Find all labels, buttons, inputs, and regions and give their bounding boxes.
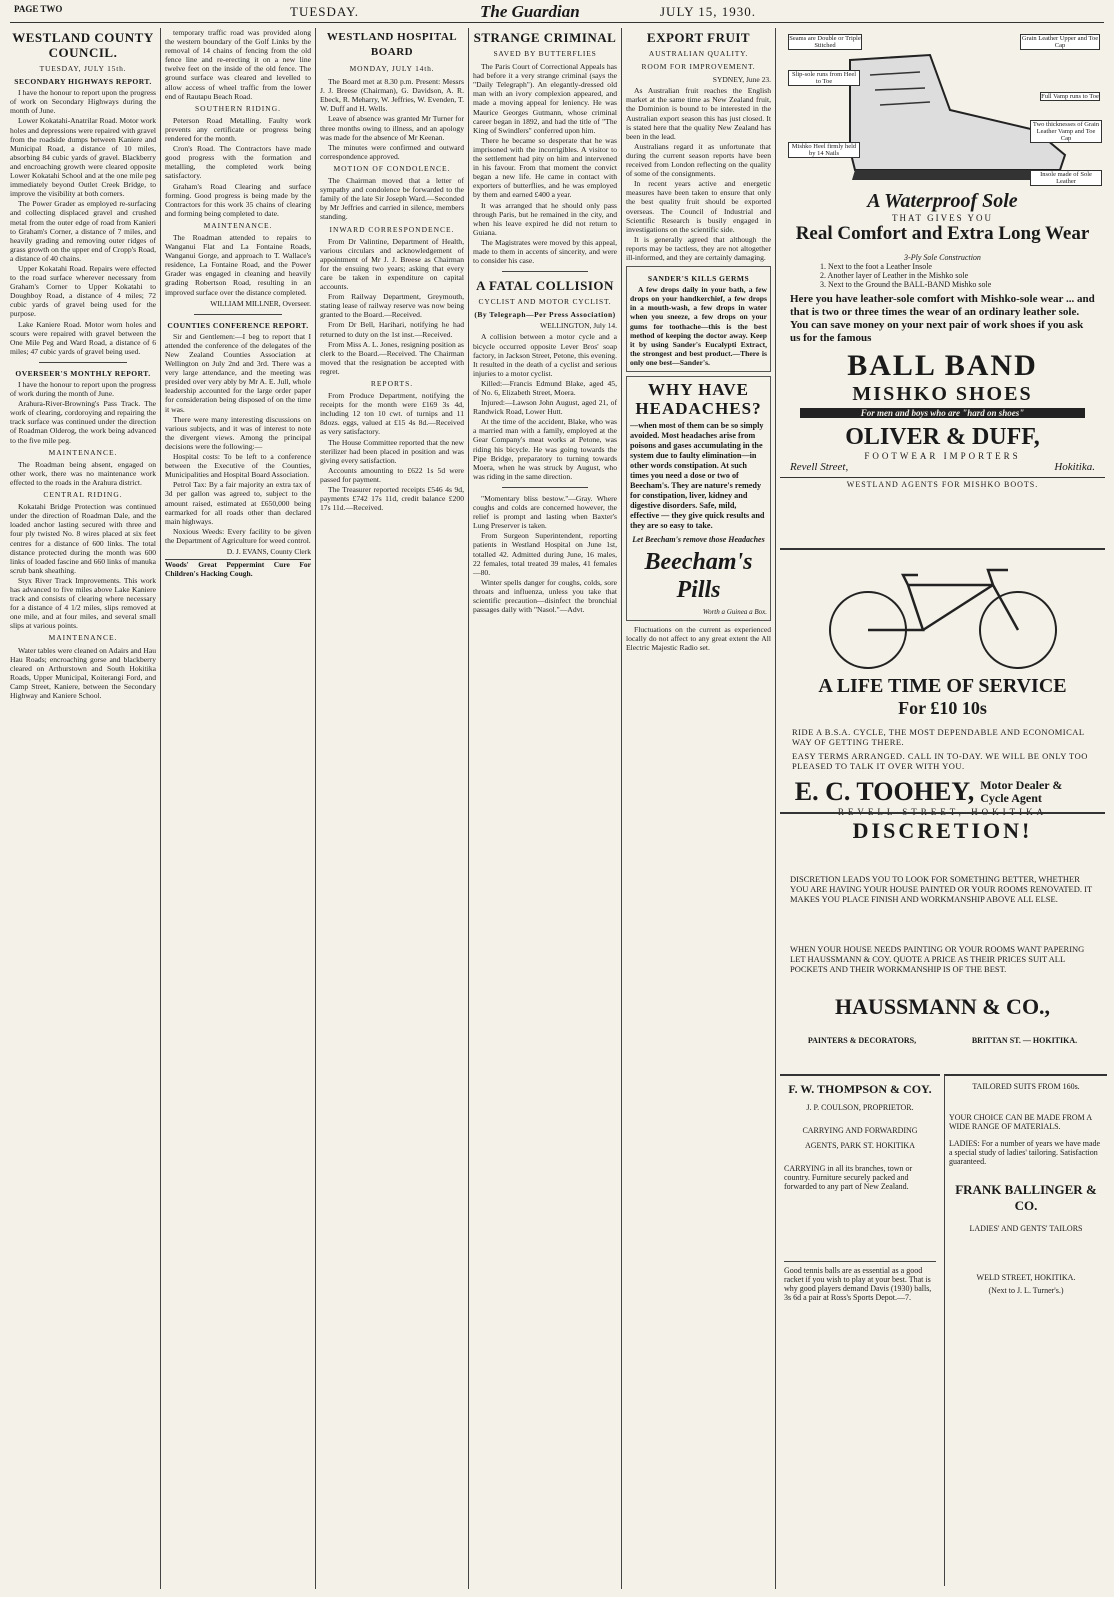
paragraph: Noxious Weeds: Every facility to be given the Department of Agriculture for weed control. xyxy=(165,526,311,545)
paragraph: As Australian fruit reaches the English market at the same time as New Zealand fruit, the Dominion is bound to be interested in the Australian export season this has just closed. It is stated here that the quality New Zealand has been in the lead. xyxy=(626,86,771,141)
masthead-title: The Guardian xyxy=(480,2,580,21)
headline-export-fruit: EXPORT FRUIT xyxy=(646,30,751,45)
firm-name: F. W. THOMPSON & COY. xyxy=(788,1082,932,1096)
thompson-advert xyxy=(780,1074,940,1586)
section-heading: INWARD CORRESPONDENCE. xyxy=(329,224,455,234)
advert-text: EASY TERMS ARRANGED. CALL IN TO-DAY. WE WILL BE ONLY TOO PLEASED TO TALK IT OVER WITH YOU. xyxy=(792,751,1088,771)
paragraph: The House Committee reported that the new sterilizer had been placed in position and was giving every satisfaction. xyxy=(320,437,464,465)
paragraph: The minutes were confirmed and outward correspondence approved. xyxy=(320,142,464,161)
paragraph: The Magistrates were moved by this appeal, made to them in accents of sincerity, and were to consider his case. xyxy=(473,237,617,266)
dateline: WELLINGTON, July 14. xyxy=(540,321,617,331)
paragraph: At the time of the accident, Blake, who was a married man with a family, employed at the Gear Company's meat works at Petone, was riding his bicycle. He was going towards the Pipe Bridge, preparatory to turning towards Moera, when he was struck by August, who was riding in the same direction. xyxy=(473,417,617,481)
callout: Seams are Double or Triple Stitched xyxy=(789,35,861,49)
advert-text: DISCRETION LEADS YOU TO LOOK FOR SOMETHING BETTER, WHETHER YOU ARE HAVING YOUR HOUSE PAINTED OR YOUR ROOMS RENOVATED. IT MAKES YOU PLACE FINISH AND WORKMANSHIP ABOVE ALL ELSE. xyxy=(790,874,1093,904)
paragraph: It is generally agreed that although the reports may be tactless, they are not altogether ill-informed, and they are certainly damaging. xyxy=(626,234,771,262)
masthead-date: JULY 15, 1930. xyxy=(660,4,756,19)
paragraph: Lake Kaniere Road. Motor worn holes and scours were repaired with gravel between the One Mile Peg and Ward Road, a distance of 6 miles; 47 cubic yards of gravel being used. xyxy=(10,319,156,356)
firm-text: YOUR CHOICE CAN BE MADE FROM A WIDE RANGE OF MATERIALS. xyxy=(949,1113,1092,1131)
firm-trade: PAINTERS & DECORATORS, xyxy=(807,1036,917,1045)
paragraph: Sir and Gentlemen:—I beg to report that I attended the conference of the delegates of the New Zealand Counties Association at Wellington on July 2nd and 3rd. There was a very large attendance, and the meeting was presided over very ably by Mr A. E. Jull, whole leadership accounted for the large order paper for consideration being disposed of on the time it was. xyxy=(165,331,311,414)
callout: Slip-sole runs from Heel to Toe xyxy=(788,70,860,86)
advert-heading: SANDER'S KILLS GERMS xyxy=(647,274,750,284)
masthead-day: TUESDAY. xyxy=(290,4,360,19)
firm-line: AGENTS, PARK ST. HOKITIKA xyxy=(804,1141,915,1150)
section-heading: MOTION OF CONDOLENCE. xyxy=(333,163,451,173)
subheading: ROOM FOR IMPROVEMENT. xyxy=(641,62,756,72)
shop-footer: WESTLAND AGENTS FOR MISHKO BOOTS. xyxy=(780,477,1105,489)
column-export-fruit xyxy=(626,28,771,1589)
section-heading: SECONDARY HIGHWAYS REPORT. xyxy=(14,77,152,87)
firm-text: LADIES: For a number of years we have made a special study of ladies' tailoring. Satisfaction guaranteed. xyxy=(949,1139,1101,1166)
paragraph: "Momentary bliss bestow."—Gray. Where coughs and colds are concerned however, the relief is prompt and lasting when Baxter's Lung Preserver is taken. xyxy=(473,493,617,531)
advert-title: Real Comfort and Extra Long Wear xyxy=(795,223,1090,244)
ballband-advert xyxy=(780,30,1105,540)
paragraph: The Chairman moved that a letter of sympathy and condolence be forwarded to the family of the late Sir Joseph Ward.—Seconded by Mr Jeffries and carried in silence, members standing. xyxy=(320,176,464,222)
advert-text: RIDE A B.S.A. CYCLE, THE MOST DEPENDABLE AND ECONOMICAL WAY OF GETTING THERE. xyxy=(792,727,1085,747)
dealer-role: Motor Dealer & Cycle Agent xyxy=(980,778,1063,805)
ballinger-advert xyxy=(944,1074,1107,1586)
beechams-advert xyxy=(626,376,771,621)
paragraph: Arahura-River-Browning's Pass Track. The work of clearing, cordoroying and repairing the track surface was continued under the direction of Roadman Olderog, the work being advanced to the five mile peg. xyxy=(10,399,156,445)
street: Revell Street, xyxy=(790,461,849,473)
paragraph: A collision between a motor cycle and a bicycle occurred opposite Lever Bros' soap factory, in Jackson Street, Petone, this evening. It resulted in the death of a cyclist and serious injuries to a motor cyclist. xyxy=(473,332,617,378)
advert-text: —when most of them can be so simply avoided. Most headaches arise from poisons and gases accumulating in the system due to faulty elimination—in other words constipation. At such times you need a dose or two of Beecham's. They are nature's remedy for constipation, liver, kidney and digestive disorders. Safe, mild, effective — they give quick results and they are so easy to take. xyxy=(630,421,765,530)
paragraph: From Dr Bell, Harihari, notifying he had returned to duty on the 1st inst.—Received. xyxy=(320,320,464,339)
dealer-address: REVELL STREET, HOKITIKA xyxy=(837,807,1048,817)
firm-address: (Next to J. L. Turner's.) xyxy=(988,1286,1064,1295)
paragraph: The Board met at 8.30 p.m. Present: Messrs J. J. Breese (Chairman), G. Davidson, A. R. Ebeck, R. Meharry, W. Jeffries, W. Evenden, T. W. Duff and H. Wells. xyxy=(320,77,464,114)
section-heading: OVERSEER'S MONTHLY REPORT. xyxy=(15,368,151,378)
firm-footer xyxy=(780,1036,1105,1045)
advert-tagline: Let Beecham's remove those Headaches xyxy=(632,535,765,544)
firm-line: TAILORED SUITS FROM 160s. xyxy=(972,1082,1080,1091)
paragraph: I have the honour to report upon the progress of work during the month of June. xyxy=(10,380,156,399)
sanders-advert xyxy=(626,266,771,372)
firm-address: BRITTAN ST. — HOKITIKA. xyxy=(971,1036,1078,1045)
paragraph: The Treasurer reported receipts £546 4s 9d, payments £742 17s 11d, credit balance £200 17s 11d.—Received. xyxy=(320,485,464,513)
paragraph: It was arranged that he should only pass through Paris, but he remained in the city, and when his leave expired he did not return to Guiana. xyxy=(473,200,617,237)
advert-title: A Waterproof Sole xyxy=(867,190,1018,212)
paragraph: Killed:—Francis Edmund Blake, aged 45, of No. 6, Elizabeth Street, Moera. xyxy=(473,378,617,397)
bicycle-icon xyxy=(813,560,1073,670)
list-item: 1. Next to the foot a Leather Insole xyxy=(820,262,932,271)
firm-text: Good tennis balls are as essential as a good racket if you wish to play at your best. That is why good players demand Davis (1930) balls, 3s 6d a pair at Ross's Sports Depot.—7. xyxy=(784,1261,936,1302)
ballband-logo: BALL BAND xyxy=(847,349,1038,382)
paragraph: The Paris Court of Correctional Appeals has had before it a very strange criminal (says the "Daily Telegraph"). An elegantly-dressed old man with an ivory complexion appeared, and made a moving appeal for leniency. He was Maurice Georges Gutmann, whose criminal career began in 1892, and had the title of "The King of Swindlers" conferred upon him. xyxy=(473,62,617,135)
paragraph: In recent years active and energetic measures have been taken to ensure that only the best quality fruit should be exported overseas. The Council of Industrial and Scientific Research is busily engaged in investigations on the scientific side. xyxy=(626,179,771,234)
paragraph: Injured:—Lawson John August, aged 21, of Randwick Road, Lower Hutt. xyxy=(473,398,617,417)
paragraph: Peterson Road Metalling. Faulty work prevents any certificate or progress being rendered for the month. xyxy=(165,115,311,144)
paragraph: From Dr Valintine, Department of Health, various circulars and acknowledgement of appointment of Mr J. J. Breese as Chairman for the ensuing two years; asking that every care be taken in expenditure on capital accounts. xyxy=(320,236,464,292)
headline-fatal-collision: A FATAL COLLISION xyxy=(476,278,614,294)
masthead xyxy=(10,2,1104,23)
paragraph: Winter spells danger for coughs, colds, sore throats and influenza, unless you take that scientific precaution—disinfect the bronchial passages daily with "Nasol."—Advt. xyxy=(473,577,617,615)
advert-subtitle: THAT GIVES YOU xyxy=(892,213,993,223)
paragraph: The Roadman being absent, engaged on other work, there was no maintenance work effected to the roads in the Arahura district. xyxy=(10,459,156,487)
paragraph: There were many interesting discussions on various subjects, and it was of interest to note the divergent views. Among the principal decisions were the following:— xyxy=(165,414,311,451)
advert-heading: WHY HAVE HEADACHES? xyxy=(635,380,762,418)
firm-line: CARRYING AND FORWARDING xyxy=(802,1126,918,1135)
advert-note: 3-Ply Sole Construction xyxy=(904,253,981,262)
advert-text: A few drops daily in your bath, a few drops on your handkerchief, a few drops in a mouth-wash, a few drops in water when you sneeze, a few drops on your gums for toothache—this is the best method of keeping the doctor away. Keep it by using Sander's Eucalypti Extract, the strongest and best product.—There is only one best—Sander's. xyxy=(630,285,767,367)
shop-tagline: FOOTWEAR IMPORTERS xyxy=(864,451,1021,461)
advert-text: WHEN YOUR HOUSE NEEDS PAINTING OR YOUR ROOMS WANT PAPERING LET HAUSSMANN & COY. QUOTE A PRICE AS THEIR PRICES SUIT ALL POCKETS AND THEIR WORKMANSHIP IS OF THE BEST. xyxy=(790,944,1085,974)
paragraph: temporary traffic road was provided along the western boundary of the Golf Links by the removal of 14 chains of fencing from the old fence line and re-erecting it on a new line twelve feet on the inside of the old fence. The ground surface was cleared and levelled to allow access of wheel traffic from the lower end of Rautapu Beach Road. xyxy=(165,28,311,101)
dealer-name: E. C. TOOHEY, xyxy=(794,777,975,806)
paragraph: There he became so desperate that he was imprisoned with the incorrigibles. A visitor to the settlement had pity on him and intervened in his favour. From that moment the convict began a new life. He came in contact with exporters of butterflies, and he was employed by them and earned £400 a year. xyxy=(473,135,617,200)
advert-list xyxy=(820,262,1105,289)
headline-county-council: WESTLAND COUNTY COUNCIL. xyxy=(12,30,154,60)
section-heading: MAINTENANCE. xyxy=(203,220,273,230)
paragraph: Styx River Track Improvements. This work has advanced to five miles above Lake Kaniere track and consists of clearing where necessary for a distance of 4 1/2 miles, slips removed at one mile, and at four miles, and several small slips at various points. xyxy=(10,575,156,631)
byline: (By Telegraph—Per Press Association) xyxy=(474,310,616,320)
list-item: 3. Next to the Ground the BALL-BAND Mishko sole xyxy=(820,280,992,289)
paragraph: Lower Kokatahi-Anatrilar Road. Motor work holes and depressions were repaired with gravel from the roadside dumps between Kaniere and Municipal Road, a distance of 10 miles, absorbing 84 cubic yards of gravel. Blackberry and encroaching growth were cleared opposite Lower Kokatahi School and at the one mile peg immediately beyond Outlet Creek Bridge, to improve the visibility at both corners. xyxy=(10,116,156,199)
callout: Grain Leather Upper and Toe Cap xyxy=(1021,35,1099,49)
paragraph: From Surgeon Superintendent, reporting patients in Westland Hospital on June 1st, totalled 42. Admitted during June, 16 males, 22 females, total treated 39 males, 41 females—80. xyxy=(473,531,617,577)
paragraph: Fluctuations on the current as experienced locally do not affect to any great extent the All Electric Majestic Radio set. xyxy=(626,625,771,653)
subheading: SAVED BY BUTTERFLIES xyxy=(493,49,597,58)
paragraph: Accounts amounting to £622 1s 5d were passed for payment. xyxy=(320,465,464,484)
section-heading: MAINTENANCE. xyxy=(48,447,118,457)
column-hospital-board xyxy=(320,28,464,1589)
shop-name: OLIVER & DUFF, xyxy=(845,424,1040,450)
firm-name: FRANK BALLINGER & CO. xyxy=(955,1182,1097,1213)
firm-address: WELD STREET, HOKITIKA. xyxy=(976,1273,1076,1282)
firm-name: HAUSSMANN & CO., xyxy=(834,994,1051,1019)
haussmann-advert xyxy=(780,812,1105,1064)
paragraph: From Miss A. L. Jones, resigning position as clerk to the Board.—Received. The Chairman moved that the resignation be accepted with regret. xyxy=(320,339,464,376)
paragraph: Hospital costs: To be left to a conference between the Executive of the Counties, Municipalities and Hospital Board Association. xyxy=(165,452,311,480)
headline-strange-criminal: STRANGE CRIMINAL xyxy=(473,30,617,45)
callout: Full Vamp runs to Toe xyxy=(1041,93,1099,100)
paragraph: From Railway Department, Greymouth, stating lease of railway reserve was now being granted to the Board.—Received. xyxy=(320,292,464,320)
dateline: SYDNEY, June 23. xyxy=(712,75,771,85)
paragraph: Australians regard it as unfortunate that during the current season reports have been received from London reflecting on the quality of some of the consignments. xyxy=(626,141,771,179)
paragraph: Kokatahi Bridge Protection was continued under the direction of Roadman Dale, and the loaded anchor lasting secured with three and four ply twisted No. 8 wires placed at six feet centres for a distance of 600 links. The total distance protected during the month was 600 links of loaded fascine and 660 links of manuka scrub bank sheathing. xyxy=(10,502,156,575)
column-strange-criminal xyxy=(473,28,617,1589)
mishko-logo: MISHKO SHOES xyxy=(852,383,1033,405)
advert-price: For £10 10s xyxy=(898,698,987,718)
firm-proprietor: J. P. COULSON, PROPRIETOR. xyxy=(806,1103,914,1112)
advert-tagline: For men and boys who are "hard on shoes" xyxy=(800,408,1085,418)
list-item: 2. Another layer of Leather in the Mishko sole xyxy=(820,271,969,280)
paragraph: I have the honour to report upon the progress of work on Secondary Highways during the month of June. xyxy=(10,88,156,116)
column-county-council xyxy=(10,28,156,1589)
paragraph: Cron's Road. The Contractors have made good progress with the formation and metalling, the completed work being satisfactory. xyxy=(165,144,311,181)
town: Hokitika. xyxy=(1054,461,1095,473)
firm-text: CARRYING in all its branches, town or country. Furniture securely packed and forwarded to any part of New Zealand. xyxy=(784,1164,913,1191)
advert-text: Here you have leather-sole comfort with Mishko-sole wear ... and that is two or three times the wear of an ordinary leather sole. You can save money on your next pair of work shoes if you ask us for the famous xyxy=(790,293,1095,344)
advert-note: Worth a Guinea a Box. xyxy=(702,608,767,617)
paragraph: Petrol Tax: By a fair majority an extra tax of 3d per gallon was agreed to, subject to the amount raised, estimated at £650,000 being earmarked for all roads other than declared main highways. xyxy=(165,480,311,526)
callout: Two thicknesses of Grain Leather Vamp and Toe Cap xyxy=(1030,120,1102,143)
boot-icon xyxy=(780,30,1105,190)
firm-line: LADIES' AND GENTS' TAILORS xyxy=(969,1224,1083,1233)
section-heading: SOUTHERN RIDING. xyxy=(195,103,281,113)
paragraph: Upper Kokatahi Road. Repairs were effected to the road surface wherever necessary from Graham's Corner to Upper Kokatahi to Doughboy Road, a distance of 4 miles; 72 cubic yards of gravel being used for the purpose. xyxy=(10,263,156,319)
paragraph: From Produce Department, notifying the receipts for the month were £169 3s 4d, including 12 ton 10 cwt. of turnips and 11 8dozs. eggs, valued at £15 4s 8d.—Received as very satisfactory. xyxy=(320,391,464,437)
page-number: PAGE TWO xyxy=(14,4,63,14)
paragraph: Water tables were cleaned on Adairs and Hau Hau Roads; encroaching gorse and blackberry cleared on Arthurstown and South Hokitika Roads, Upper Municipal, Koiterangi Ford, and Camp Street, Kaniere, between the Secondary Highway and Kaniere School. xyxy=(10,645,156,700)
subheading: CYCLIST AND MOTOR CYCLIST. xyxy=(478,297,612,307)
paragraph: Graham's Road Clearing and surface forming. Good progress is being made by the Contractors for this work 35 chains of clearing and forming being completed to date. xyxy=(165,181,311,218)
advert-footer: Woods' Great Peppermint Cure For Children's Hacking Cough. xyxy=(165,560,311,579)
signature: D. J. EVANS, County Clerk xyxy=(226,546,311,556)
callout: Mishko Heel firmly held by 14 Nails xyxy=(788,142,860,158)
dateline: TUESDAY, JULY 15th. xyxy=(39,64,127,73)
beechams-logo: Beecham's Pills xyxy=(644,549,753,604)
advert-title: A LIFE TIME OF SERVICE xyxy=(818,675,1067,697)
section-heading: MAINTENANCE. xyxy=(48,633,118,643)
headline-hospital-board: WESTLAND HOSPITAL BOARD xyxy=(326,31,458,58)
shoe-illustration xyxy=(780,30,1105,190)
dateline: MONDAY, JULY 14th. xyxy=(349,64,435,73)
paragraph: The Power Grader as employed re-surfacing and collecting displaced gravel and crushed metal from the outer edge of road from Kanieri to Graham's Corner, a distance of 7 miles, and heavily grading and removing outer ridges of grass growth on the upper end of Cropp's Road, a distance of 40 chains. xyxy=(10,199,156,263)
toohey-cycle-advert xyxy=(780,548,1105,817)
column-riding-reports xyxy=(165,28,311,1589)
advert-title: DISCRETION! xyxy=(852,818,1033,843)
shop-address xyxy=(790,461,1095,473)
paragraph: Leave of absence was granted Mr Turner for three months owing to illness, and an apology was made for the absence of Mr Keenan. xyxy=(320,114,464,142)
section-heading: CENTRAL RIDING. xyxy=(43,490,123,500)
section-heading: COUNTIES CONFERENCE REPORT. xyxy=(167,320,309,330)
section-heading: REPORTS. xyxy=(370,379,414,388)
subheading: AUSTRALIAN QUALITY. xyxy=(648,49,749,58)
callout: Insole made of Sole Leather xyxy=(1030,170,1102,186)
signature: WILLIAM MILLNER, Overseer. xyxy=(210,298,311,308)
paragraph: The Roadman attended to repairs to Wanganui Flat and La Fontaine Roads, Wanganui Gorge, and approach to T. Wallace's residence, La Fontaine Road, and the Power Grader was engaged in cleaning and heavily grading Robertson Road, resulting in an improved surface over the distance completed. xyxy=(165,232,311,297)
